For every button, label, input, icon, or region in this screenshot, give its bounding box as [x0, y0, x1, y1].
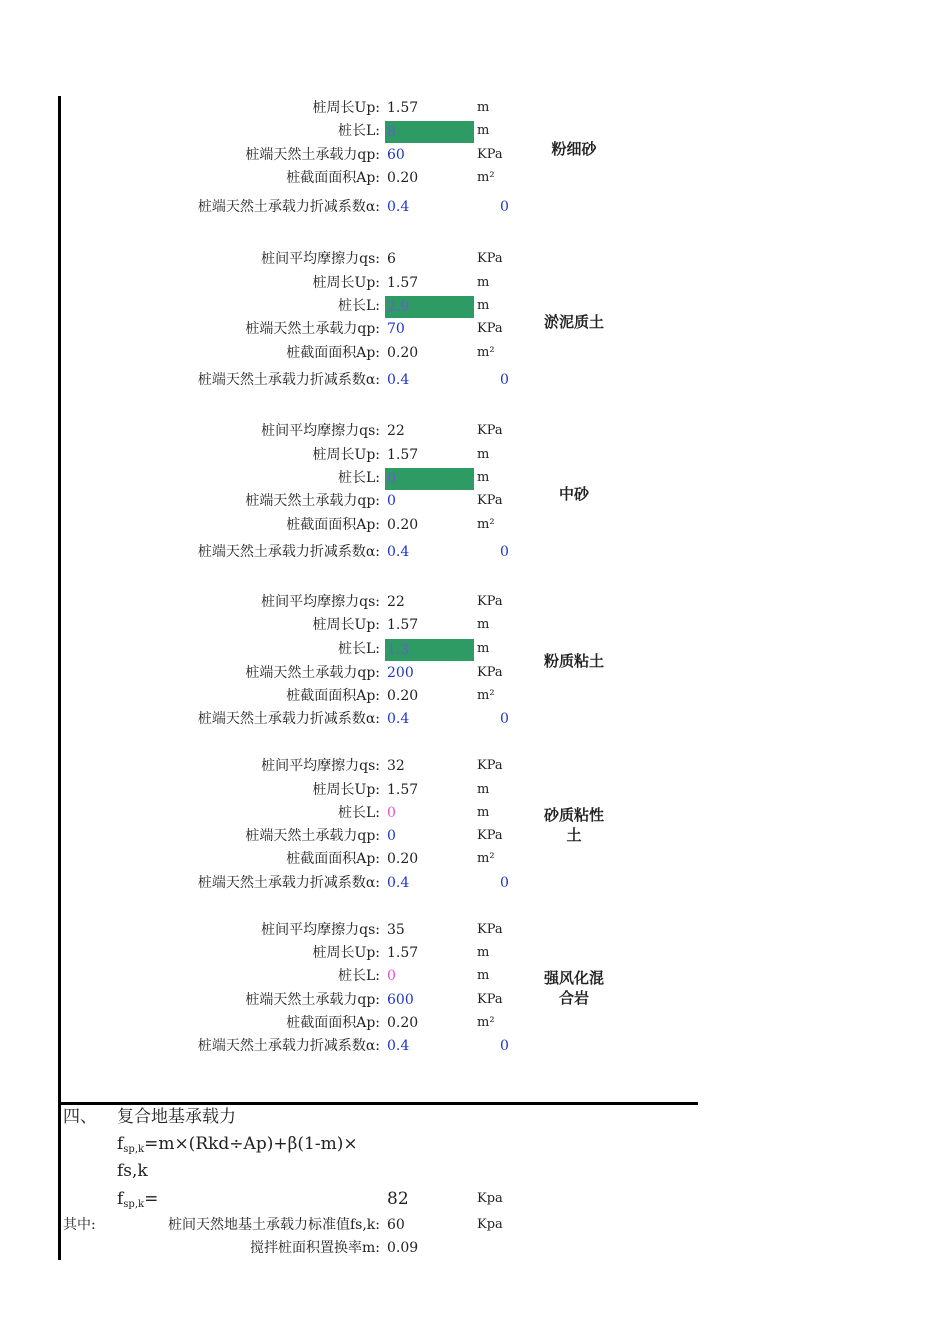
alpha-value: 0.4 — [387, 1038, 410, 1054]
qs-unit: KPa — [477, 922, 503, 937]
ap-unit: m² — [477, 851, 495, 866]
ap-row — [0, 342, 950, 364]
ap-value: 0.20 — [387, 517, 419, 533]
qs-row — [0, 919, 950, 941]
formula-head: f — [117, 1134, 124, 1154]
ap-label: 桩截面面积Ap: — [286, 851, 380, 867]
qs-value: 22 — [387, 423, 405, 439]
l-row — [0, 638, 950, 660]
up-value: 1.57 — [387, 782, 419, 798]
ap-row — [0, 514, 950, 536]
qs-value: 32 — [387, 758, 405, 774]
up-unit: m — [477, 447, 490, 462]
l-label: 桩长L: — [337, 470, 380, 486]
up-unit: m — [477, 100, 490, 115]
qp-value: 60 — [387, 147, 405, 163]
formula-subscript: sp,k — [123, 1144, 145, 1155]
alpha-label: 桩端天然土承载力折减系数α: — [197, 711, 380, 727]
up-row — [0, 97, 950, 119]
l-unit: m — [477, 298, 490, 313]
qs-row — [0, 755, 950, 777]
alpha-label: 桩端天然土承载力折减系数α: — [197, 199, 380, 215]
alpha-label: 桩端天然土承载力折减系数α: — [197, 372, 380, 388]
up-row — [0, 614, 950, 636]
ap-row — [0, 685, 950, 707]
qs-unit: KPa — [477, 251, 503, 266]
alpha-value: 0.4 — [387, 711, 410, 727]
soil-name: 中砂 — [558, 485, 589, 503]
alpha-value: 0.4 — [387, 372, 410, 388]
section-number: 四、 — [63, 1107, 97, 1127]
l-value: 2.9 — [387, 299, 410, 315]
where-label: 其中: — [63, 1217, 96, 1233]
up-label: 桩周长Up: — [312, 447, 380, 463]
qp-label: 桩端天然土承载力qp: — [245, 665, 380, 681]
up-value: 1.57 — [387, 447, 419, 463]
qs-value: 6 — [387, 251, 396, 267]
l-label: 桩长L: — [337, 123, 380, 139]
ap-unit: m² — [477, 517, 495, 532]
soil-name: 粉质粘土 — [543, 652, 604, 670]
l-value[interactable]: 0 — [387, 805, 396, 821]
ap-label: 桩截面面积Ap: — [286, 170, 380, 186]
qs-label: 桩间平均摩擦力qs: — [261, 922, 380, 938]
ap-value: 0.20 — [387, 1015, 419, 1031]
coef-value: 0 — [500, 875, 509, 891]
qp-row — [0, 490, 950, 512]
l-input-cell[interactable] — [385, 639, 474, 661]
qs-value: 22 — [387, 594, 405, 610]
m-label: 搅拌桩面积置换率m: — [250, 1240, 380, 1256]
qp-unit: KPa — [477, 493, 503, 508]
qp-value: 0 — [387, 493, 396, 509]
qs-label: 桩间平均摩擦力qs: — [261, 758, 380, 774]
formula-line-1 — [117, 1131, 358, 1157]
qp-unit: KPa — [477, 147, 503, 162]
alpha-value: 0.4 — [387, 544, 410, 560]
l-label: 桩长L: — [337, 641, 380, 657]
alpha-label: 桩端天然土承载力折减系数α: — [197, 544, 380, 560]
qp-row — [0, 318, 950, 340]
qs-row — [0, 420, 950, 442]
qs-row — [0, 591, 950, 613]
qp-row — [0, 144, 950, 166]
result-value: 82 — [387, 1189, 409, 1209]
qs-unit: KPa — [477, 423, 503, 438]
l-value: 8 — [387, 124, 396, 140]
up-label: 桩周长Up: — [312, 617, 380, 633]
ap-label: 桩截面面积Ap: — [286, 517, 380, 533]
section-title: 复合地基承载力 — [117, 1107, 236, 1127]
l-input-cell[interactable] — [385, 296, 474, 318]
up-label: 桩周长Up: — [312, 275, 380, 291]
up-value: 1.57 — [387, 275, 419, 291]
soil-name-line1: 砂质粘性 — [543, 806, 604, 824]
l-row — [0, 120, 950, 142]
qp-row — [0, 825, 950, 847]
alpha-value: 0.4 — [387, 875, 410, 891]
l-label: 桩长L: — [337, 298, 380, 314]
ap-row — [0, 1012, 950, 1034]
alpha-row — [0, 708, 950, 730]
l-unit: m — [477, 470, 490, 485]
l-value: 0 — [387, 471, 396, 487]
qp-label: 桩端天然土承载力qp: — [245, 321, 380, 337]
ap-unit: m² — [477, 1015, 495, 1030]
result-unit: Kpa — [477, 1191, 503, 1206]
l-label: 桩长L: — [337, 805, 380, 821]
ap-value: 0.20 — [387, 345, 419, 361]
up-row — [0, 779, 950, 801]
formula-line-2: fs,k — [117, 1161, 148, 1181]
up-unit: m — [477, 782, 490, 797]
coef-value: 0 — [500, 544, 509, 560]
coef-value: 0 — [500, 199, 509, 215]
qp-value: 200 — [387, 665, 414, 681]
ap-unit: m² — [477, 345, 495, 360]
fsk-value: 60 — [387, 1217, 405, 1233]
l-row — [0, 295, 950, 317]
l-value: 1.3 — [387, 642, 410, 658]
qp-label: 桩端天然土承载力qp: — [245, 828, 380, 844]
result-subscript: sp,k — [123, 1199, 145, 1210]
soil-name-line1: 强风化混 — [543, 969, 604, 987]
alpha-row — [0, 541, 950, 563]
ap-label: 桩截面面积Ap: — [286, 345, 380, 361]
up-unit: m — [477, 275, 490, 290]
soil-name: 淤泥质土 — [543, 313, 604, 331]
qp-unit: KPa — [477, 665, 503, 680]
alpha-value: 0.4 — [387, 199, 410, 215]
qp-label: 桩端天然土承载力qp: — [245, 992, 380, 1008]
qs-label: 桩间平均摩擦力qs: — [261, 251, 380, 267]
l-input-cell[interactable] — [385, 121, 474, 143]
qp-value: 600 — [387, 992, 414, 1008]
ap-label: 桩截面面积Ap: — [286, 1015, 380, 1031]
soil-name-line2: 合岩 — [558, 989, 589, 1007]
l-row — [0, 965, 950, 987]
qs-row — [0, 248, 950, 270]
soil-name: 粉细砂 — [551, 140, 597, 158]
alpha-label: 桩端天然土承载力折减系数α: — [197, 1038, 380, 1054]
ap-unit: m² — [477, 170, 495, 185]
alpha-row — [0, 872, 950, 894]
alpha-row — [0, 1035, 950, 1057]
m-value: 0.09 — [387, 1240, 419, 1256]
fsk-row — [0, 1214, 950, 1236]
l-input-cell[interactable] — [385, 468, 474, 490]
qs-value: 35 — [387, 922, 405, 938]
fsk-unit: Kpa — [477, 1217, 503, 1232]
qp-value: 0 — [387, 828, 396, 844]
result-label — [117, 1186, 158, 1212]
up-label: 桩周长Up: — [312, 945, 380, 961]
l-unit: m — [477, 805, 490, 820]
qp-label: 桩端天然土承载力qp: — [245, 493, 380, 509]
qp-row — [0, 989, 950, 1011]
qp-row — [0, 662, 950, 684]
qs-label: 桩间平均摩擦力qs: — [261, 423, 380, 439]
up-unit: m — [477, 617, 490, 632]
soil-name — [535, 805, 613, 845]
up-label: 桩周长Up: — [312, 100, 380, 116]
alpha-row — [0, 196, 950, 218]
l-value[interactable]: 0 — [387, 968, 396, 984]
soil-name-line2: 土 — [566, 826, 582, 844]
l-row — [0, 467, 950, 489]
up-value: 1.57 — [387, 945, 419, 961]
qp-unit: KPa — [477, 828, 503, 843]
l-unit: m — [477, 968, 490, 983]
up-row — [0, 444, 950, 466]
up-row — [0, 272, 950, 294]
qp-unit: KPa — [477, 321, 503, 336]
qp-value: 70 — [387, 321, 405, 337]
coef-value: 0 — [500, 1038, 509, 1054]
up-value: 1.57 — [387, 617, 419, 633]
l-row — [0, 802, 950, 824]
alpha-label: 桩端天然土承载力折减系数α: — [197, 875, 380, 891]
qp-unit: KPa — [477, 992, 503, 1007]
alpha-row — [0, 369, 950, 391]
ap-row — [0, 167, 950, 189]
qp-label: 桩端天然土承载力qp: — [245, 147, 380, 163]
l-label: 桩长L: — [337, 968, 380, 984]
coef-value: 0 — [500, 372, 509, 388]
m-row — [0, 1237, 950, 1259]
qs-unit: KPa — [477, 594, 503, 609]
ap-row — [0, 848, 950, 870]
up-value: 1.57 — [387, 100, 419, 116]
soil-name — [535, 968, 613, 1008]
qs-unit: KPa — [477, 758, 503, 773]
l-unit: m — [477, 123, 490, 138]
result-eq: = — [144, 1189, 159, 1209]
l-unit: m — [477, 641, 490, 656]
up-row — [0, 942, 950, 964]
ap-value: 0.20 — [387, 851, 419, 867]
result-head: f — [117, 1189, 124, 1209]
ap-label: 桩截面面积Ap: — [286, 688, 380, 704]
ap-unit: m² — [477, 688, 495, 703]
ap-value: 0.20 — [387, 170, 419, 186]
formula-body: =m×(Rkd÷Ap)+β(1-m)× — [144, 1134, 358, 1154]
coef-value: 0 — [500, 711, 509, 727]
up-unit: m — [477, 945, 490, 960]
fsk-label: 桩间天然地基土承载力标准值fs,k: — [167, 1217, 380, 1233]
up-label: 桩周长Up: — [312, 782, 380, 798]
qs-label: 桩间平均摩擦力qs: — [261, 594, 380, 610]
ap-value: 0.20 — [387, 688, 419, 704]
